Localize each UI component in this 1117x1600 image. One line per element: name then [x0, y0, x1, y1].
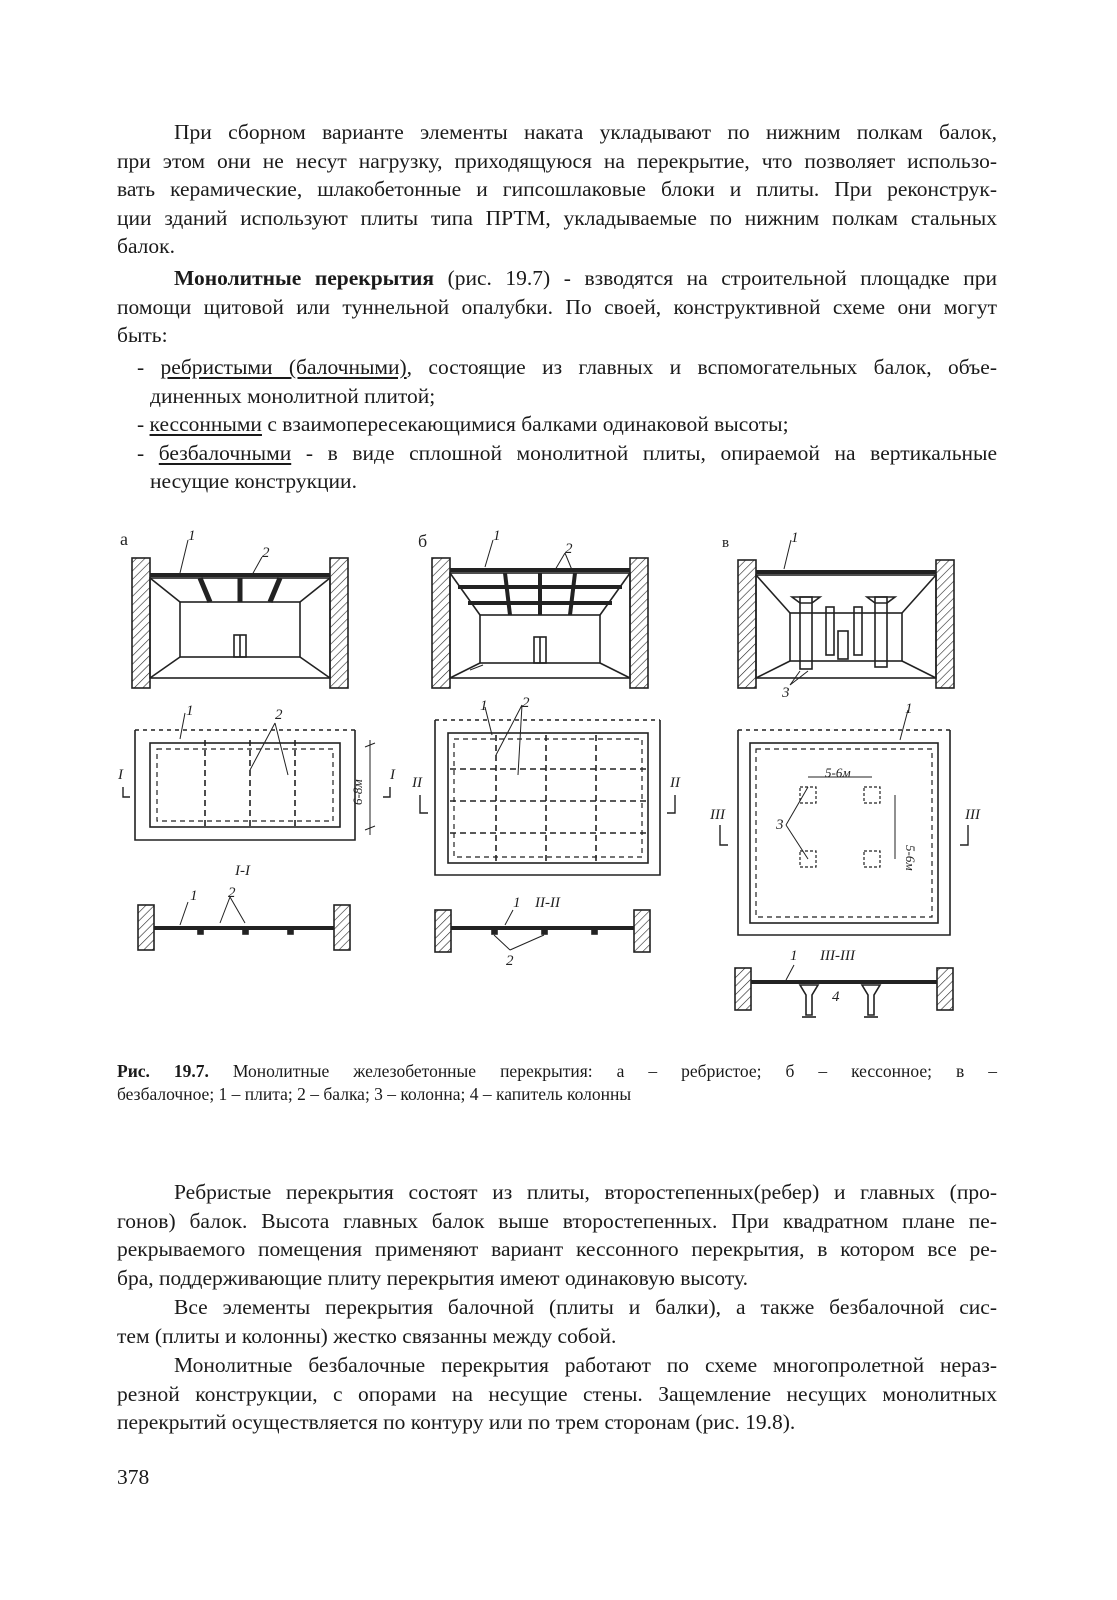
label-1: 1 [480, 698, 488, 714]
section-title-1: I-I [235, 863, 250, 879]
caption-label: Рис. 19.7. [117, 1061, 209, 1081]
label-2: 2 [506, 953, 514, 969]
text-line: помощи щитовой или туннельной опалубки. По своей, конструктивной схеме они могут [117, 294, 997, 319]
section-mark-2: II [412, 775, 422, 791]
list-item-continuation: диненных монолитной плитой; [150, 383, 436, 408]
label-2: 2 [262, 545, 270, 561]
label-1: 1 [190, 888, 198, 904]
label-2: 2 [228, 885, 236, 901]
text-line: Ребристые перекрытия состоят из плиты, второстепенных(ребер) и главных (про- [174, 1180, 997, 1204]
list-item [137, 439, 997, 468]
list-item [137, 410, 997, 439]
panel-b-perspective [432, 540, 648, 688]
text-line: балок. [117, 234, 175, 259]
label-2: 2 [275, 707, 283, 723]
list-dash: - [137, 440, 159, 465]
types-list [137, 353, 997, 496]
panel-c-perspective [738, 540, 954, 688]
caption-line [117, 1060, 997, 1083]
paragraph-ribbed [117, 1178, 997, 1292]
label-3: 3 [782, 685, 790, 701]
panel-a-section [138, 897, 350, 950]
label-2: 2 [522, 695, 530, 711]
paragraph-connections [117, 1293, 997, 1350]
text-line: гонов) балок. Высота главных балок выше второстепенных. При квадратном плане пе- [117, 1208, 997, 1233]
text-span: (рис. 19.7) - взводятся на строительной площадке при [434, 266, 998, 290]
panel-a-perspective [132, 540, 348, 688]
label-3: 3 [776, 817, 784, 833]
caption-text: Монолитные железобетонные перекрытия: а – ребристое; б – кессонное; в – [208, 1061, 997, 1081]
text-line: перекрытий осуществляется по контуру или по трем сторонам (рис. 19.8). [117, 1410, 796, 1435]
caption-line: безбалочное; 1 – плита; 2 – балка; 3 – колонна; 4 – капитель колонны [117, 1083, 632, 1104]
label-1: 1 [905, 701, 913, 717]
text-span: , состоящие из главных и вспомогательных балок, объе- [406, 355, 997, 379]
term-ribbed: ребристыми (балочными) [160, 355, 407, 379]
list-item-continuation: несущие конструкции. [150, 469, 357, 494]
panel-letter-a: а [120, 529, 128, 549]
text-span: с взаимопересекающимися балками одинаковой высоты; [261, 412, 789, 437]
text-line: При сборном варианте элементы наката укладывают по нижним полкам балок, [174, 120, 997, 144]
panel-b-section [435, 910, 650, 952]
dimension-c-vertical: 5-6м [903, 845, 918, 871]
text-line: рекрываемого помещения применяют вариант кессонного перекрытия, в котором все ре- [117, 1237, 997, 1262]
section-mark-3: III [710, 807, 725, 823]
section-mark-2: II [670, 775, 680, 791]
text-line: Все элементы перекрытия балочной (плиты и балки), а также безбалочной сис- [174, 1295, 997, 1319]
text-line [117, 264, 997, 293]
list-dash: - [137, 412, 150, 437]
label-1: 1 [791, 530, 799, 546]
section-title-2: II-II [535, 895, 560, 911]
label-1: 1 [493, 528, 501, 544]
text-line: быть: [117, 323, 168, 348]
text-line: тем (плиты и колонны) жестко связанны между собой. [117, 1323, 617, 1348]
text-line: резной конструкции, с опорами на несущие стены. Защемление несущих монолитных [117, 1381, 997, 1406]
panel-c-section [735, 965, 953, 1017]
term-monolithic: Монолитные перекрытия [174, 266, 435, 290]
section-mark-1: I [118, 767, 123, 783]
section-mark-1: I [390, 767, 395, 783]
panel-letter-b: б [418, 531, 428, 551]
paragraph-prefab [117, 118, 997, 261]
panel-c-plan [720, 710, 968, 935]
dimension-a: 6-8м [350, 779, 365, 805]
term-coffered: кессонными [149, 412, 262, 437]
text-line: ции зданий используют плиты типа ПРТМ, укладываемые по нижним полкам стальных [117, 205, 997, 230]
dimension-c-horizontal: 5-6м [825, 765, 851, 780]
label-1: 1 [513, 895, 521, 911]
text-span: - в виде сплошной монолитной плиты, опираемой на вертикальные [291, 440, 997, 465]
figure-19-7 [110, 525, 1010, 1025]
label-4: 4 [832, 989, 840, 1005]
label-1: 1 [790, 948, 798, 964]
section-title-3: III-III [820, 948, 855, 964]
panel-letter-v: в [722, 535, 730, 551]
label-2: 2 [565, 541, 573, 557]
label-1: 1 [188, 528, 196, 544]
list-dash: - [137, 355, 161, 379]
page-number: 378 [117, 1465, 150, 1489]
paragraph-monolithic [117, 264, 997, 350]
figure-caption [117, 1060, 997, 1105]
panel-b-plan [420, 705, 675, 875]
text-line: бра, поддерживающие плиту перекрытия имеют одинаковую высоту. [117, 1265, 748, 1290]
section-mark-3: III [965, 807, 980, 823]
text-line: Монолитные безбалочные перекрытия работают по схеме многопролетной нераз- [174, 1353, 997, 1377]
paragraph-beamless [117, 1351, 997, 1437]
term-beamless: безбалочными [158, 440, 292, 465]
text-line: при этом они не несут нагрузку, приходящуюся на перекрытие, что позволяет использо- [117, 148, 997, 173]
text-line: вать керамические, шлакобетонные и гипсошлаковые блоки и плиты. При реконструк- [117, 177, 997, 202]
list-item [137, 353, 997, 382]
panel-a-plan [123, 713, 390, 840]
label-1: 1 [186, 703, 194, 719]
